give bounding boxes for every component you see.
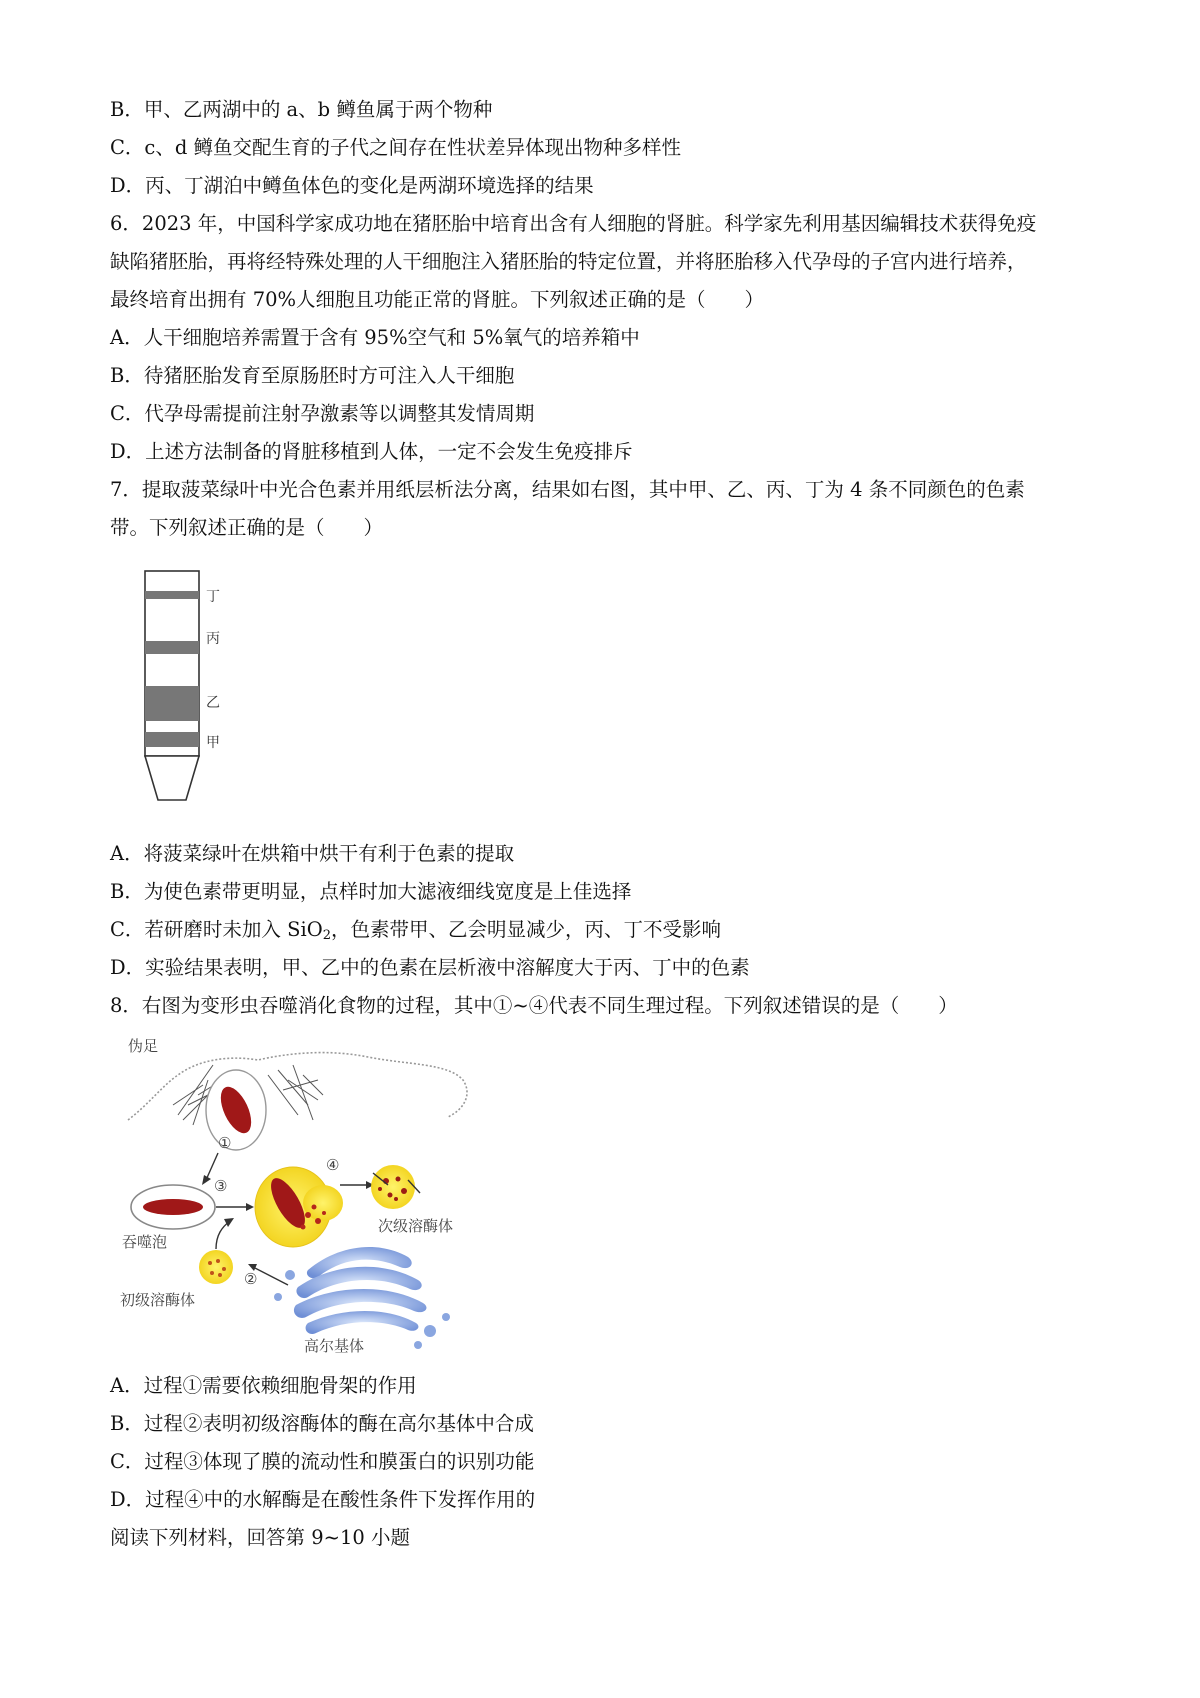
reading-note: 阅读下列材料，回答第 9~10 小题	[110, 1526, 410, 1549]
q7-option-c-pre: C．若研磨时未加入 SiO	[110, 918, 323, 941]
band-bing	[145, 641, 199, 654]
label-step3: ③	[214, 1177, 228, 1195]
q5-option-d: D．丙、丁湖泊中鳟鱼体色的变化是两湖环境选择的结果	[110, 174, 594, 197]
q7-stem-line-1: 7．提取菠菜绿叶中光合色素并用纸层析法分离，结果如右图，其中甲、乙、丙、丁为 4 条不同颜色的色素	[110, 478, 1025, 501]
band-yi	[145, 686, 199, 721]
label-ding: 丁	[206, 589, 220, 605]
label-golgi: 高尔基体	[304, 1337, 365, 1355]
golgi-apparatus	[274, 1247, 450, 1349]
amoeba-phagocytosis-figure	[118, 1035, 490, 1355]
label-yi: 乙	[206, 695, 220, 711]
q7-option-d: D．实验结果表明，甲、乙中的色素在层析液中溶解度大于丙、丁中的色素	[110, 956, 750, 979]
label-jia: 甲	[206, 735, 220, 751]
q7-stem-line-2: 带。下列叙述正确的是（ ）	[110, 516, 384, 539]
phagosome-food	[143, 1199, 203, 1215]
q6-option-c: C．代孕母需提前注射孕激素等以调整其发情周期	[110, 402, 535, 425]
q8-option-a: A．过程①需要依赖细胞骨架的作用	[110, 1374, 417, 1397]
arrow-1	[206, 1153, 218, 1180]
label-primary-lysosome: 初级溶酶体	[120, 1291, 196, 1309]
chromatography-figure	[140, 568, 260, 808]
band-ding	[145, 591, 199, 599]
q8-stem: 8．右图为变形虫吞噬消化食物的过程，其中①~④代表不同生理过程。下列叙述错误的是（ ）	[110, 994, 958, 1017]
q7-option-c-post: ，色素带甲、乙会明显减少，丙、丁不受影响	[330, 918, 721, 941]
q7-option-c	[110, 916, 721, 950]
q6-stem-line-1: 6．2023 年，中国科学家成功地在猪胚胎中培育出含有人细胞的肾脏。科学家先利用基因编辑技术获得免疫	[110, 212, 1037, 235]
arrow-3-head	[246, 1203, 254, 1211]
arrow-1-head	[202, 1175, 211, 1185]
label-step1: ①	[218, 1134, 232, 1152]
secondary-lysosome	[371, 1165, 415, 1209]
label-step2: ②	[244, 1270, 258, 1288]
q7-option-b: B．为使色素带更明显，点样时加大滤液细线宽度是上佳选择	[110, 880, 632, 903]
label-phagosome: 吞噬泡	[122, 1233, 168, 1251]
arrow-2	[253, 1267, 288, 1285]
chromatography-strip-svg	[140, 568, 260, 808]
label-bing: 丙	[206, 631, 220, 647]
label-step4: ④	[326, 1156, 340, 1174]
q7-option-c-sub: 2	[322, 928, 331, 943]
label-secondary-lysosome: 次级溶酶体	[378, 1217, 454, 1235]
q8-option-d: D．过程④中的水解酶是在酸性条件下发挥作用的	[110, 1488, 536, 1511]
q8-option-c: C．过程③体现了膜的流动性和膜蛋白的识别功能	[110, 1450, 535, 1473]
q5-option-c: C．c、d 鳟鱼交配生育的子代之间存在性状差异体现出物种多样性	[110, 136, 682, 159]
q6-stem-line-3: 最终培育出拥有 70%人细胞且功能正常的肾脏。下列叙述正确的是（ ）	[110, 288, 765, 311]
q6-option-b: B．待猪胚胎发育至原肠胚时方可注入人干细胞	[110, 364, 515, 387]
band-jia	[145, 732, 199, 747]
primary-lysosome	[199, 1250, 233, 1284]
label-pseudopod: 伪足	[128, 1037, 159, 1055]
q8-option-b: B．过程②表明初级溶酶体的酶在高尔基体中合成	[110, 1412, 534, 1435]
q6-option-d: D．上述方法制备的肾脏移植到人体，一定不会发生免疫排斥	[110, 440, 633, 463]
strip-tip	[145, 756, 199, 800]
q6-option-a: A．人干细胞培养需置于含有 95%空气和 5%氧气的培养箱中	[110, 326, 640, 349]
q5-option-b: B．甲、乙两湖中的 a、b 鳟鱼属于两个物种	[110, 98, 493, 121]
q7-option-a: A．将菠菜绿叶在烘箱中烘干有利于色素的提取	[110, 842, 515, 865]
q6-stem-line-2: 缺陷猪胚胎，再将经特殊处理的人干细胞注入猪胚胎的特定位置，并将胚胎移入代孕母的子宫内进行培养，	[110, 250, 1027, 273]
